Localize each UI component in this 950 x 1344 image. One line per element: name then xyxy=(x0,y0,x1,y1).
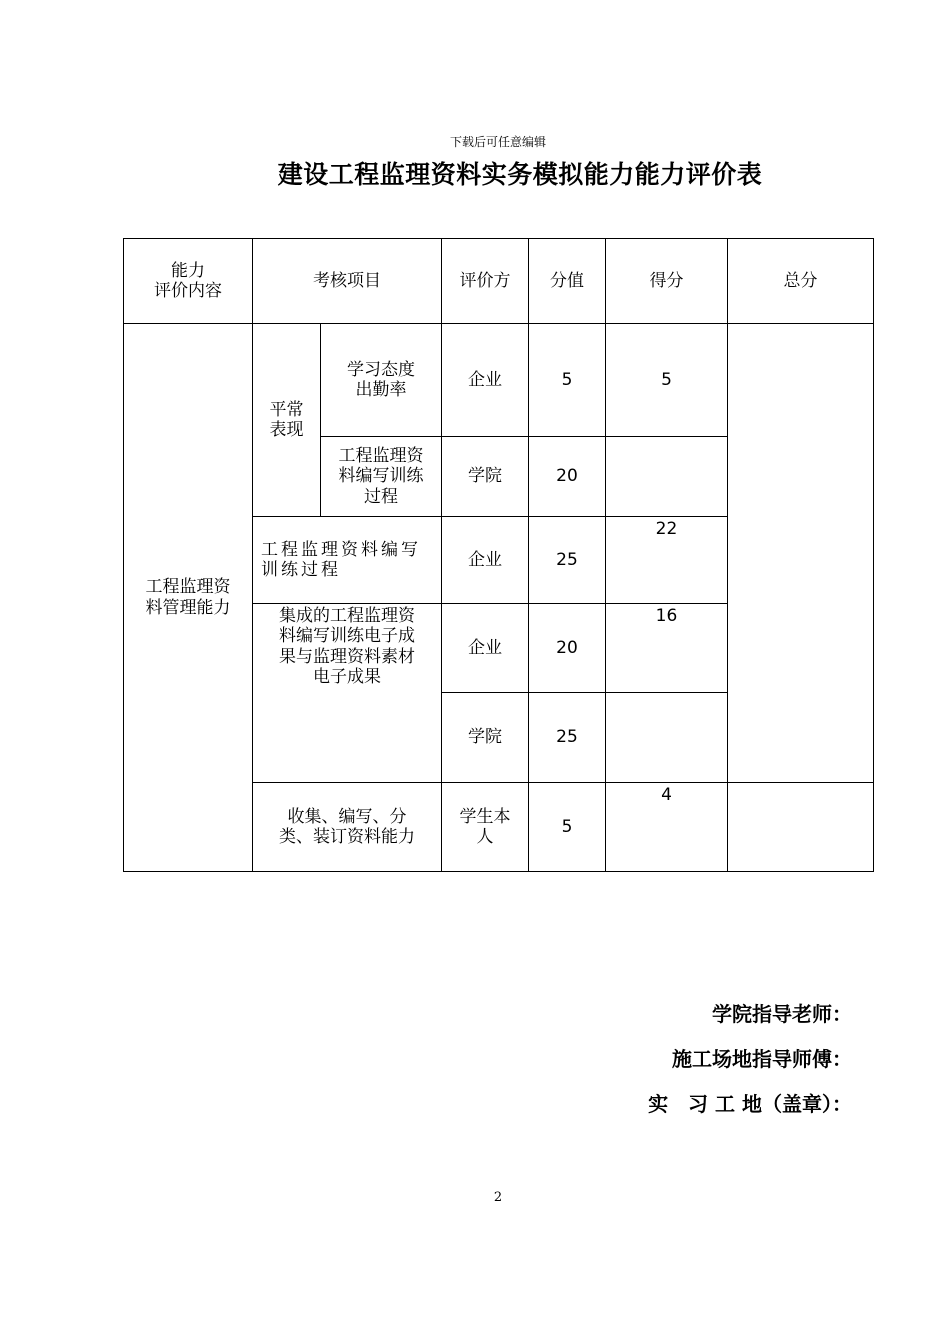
header-item: 考核项目 xyxy=(253,239,442,324)
header-score: 得分 xyxy=(606,239,728,324)
table-header-row xyxy=(124,239,874,324)
header-ability xyxy=(124,239,253,324)
evaluator-cell: 企业 xyxy=(442,604,529,693)
score-cell: 16 xyxy=(606,604,728,693)
score-cell xyxy=(606,437,728,517)
evaluator-line: 人 xyxy=(476,827,494,847)
ability-line1: 工程监理资 xyxy=(145,577,231,598)
item-line: 电子成果 xyxy=(313,667,381,688)
item-electronic-results xyxy=(253,604,442,783)
daily-line1: 平常 xyxy=(269,399,304,420)
evaluator-cell: 学院 xyxy=(442,437,529,517)
points-cell: 5 xyxy=(529,783,606,872)
document-title: 建设工程监理资料实务模拟能力能力评价表 xyxy=(277,160,763,189)
page-number: 2 xyxy=(493,1190,503,1205)
points-cell: 5 xyxy=(529,324,606,437)
score-cell: 5 xyxy=(606,324,728,437)
header-points: 分值 xyxy=(529,239,606,324)
evaluation-table xyxy=(123,238,874,872)
item-line: 料编写训练 xyxy=(338,466,424,487)
daily-line2: 表现 xyxy=(269,420,304,440)
score-cell: 22 xyxy=(606,517,728,604)
table-row xyxy=(124,324,874,437)
item-writing-process xyxy=(321,437,442,517)
item-line: 料编写训练电子成 xyxy=(279,626,415,647)
header-note: 下载后可任意编辑 xyxy=(449,135,546,149)
header-ability-line1: 能力 xyxy=(171,260,205,281)
score-cell: 4 xyxy=(606,783,728,872)
item-line: 收集、编写、分 xyxy=(287,806,407,827)
header-total: 总分 xyxy=(728,239,874,324)
evaluator-line: 学生本 xyxy=(459,806,511,827)
evaluator-cell: 学院 xyxy=(442,693,529,783)
header-evaluator: 评价方 xyxy=(442,239,529,324)
points-cell: 25 xyxy=(529,517,606,604)
header-ability-line2: 评价内容 xyxy=(154,281,222,301)
ability-content-cell xyxy=(124,324,253,872)
item-line: 训练过程 xyxy=(261,560,341,580)
total-cell-last xyxy=(728,783,874,872)
site-mentor-signature: 施工场地指导师傅： xyxy=(672,1047,852,1071)
item-line: 工程监理资料编写 xyxy=(261,539,421,560)
site-stamp-signature: 实 习 工 地（盖章）： xyxy=(648,1092,852,1116)
item-line: 工程监理资 xyxy=(338,445,424,466)
evaluator-cell xyxy=(442,783,529,872)
item-line: 过程 xyxy=(364,486,398,507)
item-writing-training xyxy=(253,517,442,604)
item-attendance xyxy=(321,324,442,437)
daily-performance-cell xyxy=(253,324,321,517)
ability-line2: 料管理能力 xyxy=(145,597,231,618)
item-line: 学习态度 xyxy=(347,359,415,380)
item-line: 集成的工程监理资 xyxy=(279,606,415,626)
item-line: 果与监理资料素材 xyxy=(279,646,415,667)
total-cell xyxy=(728,324,874,783)
points-cell: 25 xyxy=(529,693,606,783)
points-cell: 20 xyxy=(529,437,606,517)
evaluator-cell: 企业 xyxy=(442,324,529,437)
points-cell: 20 xyxy=(529,604,606,693)
item-line: 出勤率 xyxy=(355,380,407,400)
college-teacher-signature: 学院指导老师： xyxy=(712,1002,852,1026)
score-cell xyxy=(606,693,728,783)
evaluator-cell: 企业 xyxy=(442,517,529,604)
item-collection-ability xyxy=(253,783,442,872)
item-line: 类、装订资料能力 xyxy=(279,827,415,847)
